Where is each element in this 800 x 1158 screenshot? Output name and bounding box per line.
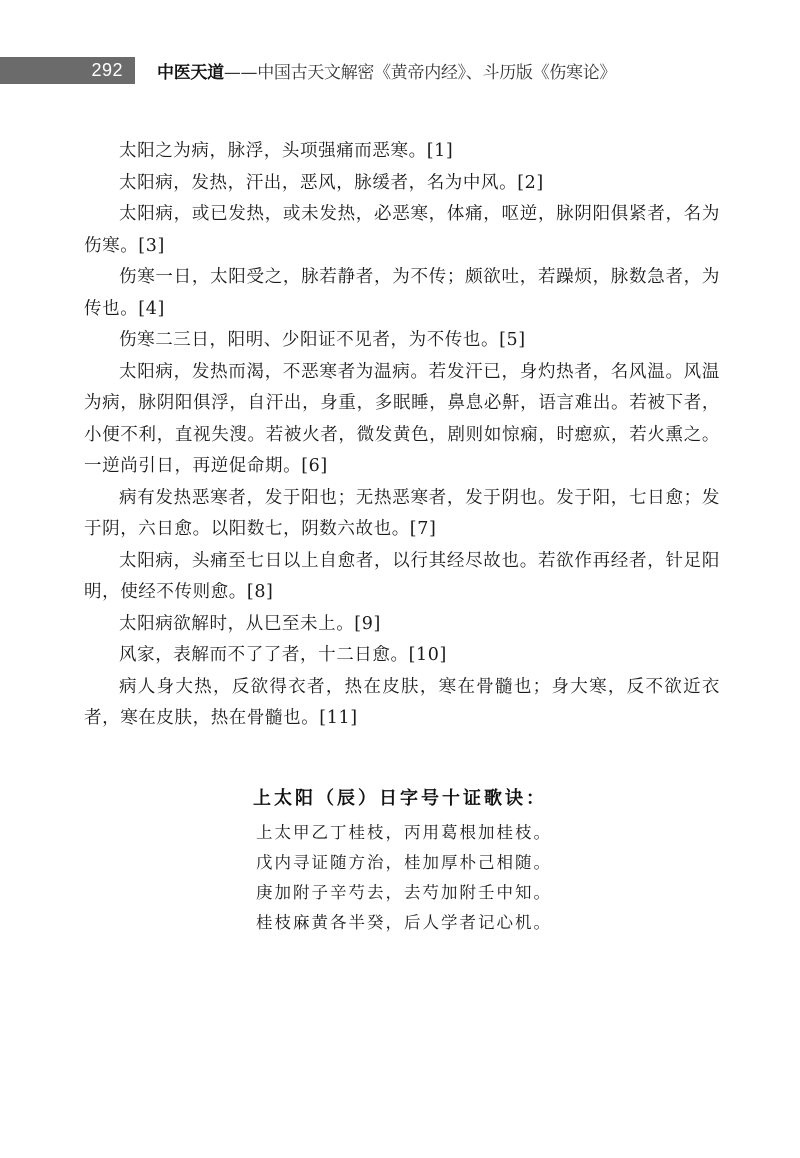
clause-11: 病人身大热，反欲得衣者，热在皮肤，寒在骨髓也；身大寒，反不欲近衣者，寒在皮肤，热在骨髓也。[11] [84,676,720,728]
clause-7: 病有发热恶寒者，发于阳也；无热恶寒者，发于阴也。发于阳，七日愈；发于阴，六日愈。以阳数七，阴数六故也。[7] [84,487,720,539]
running-header [0,57,800,84]
page-number-box [0,57,135,84]
verse-title: 上太阳（辰）日字号十证歌诀： [253,788,547,809]
clause-10: 风家，表解而不了了者，十二日愈。[10] [119,645,447,665]
clause-5: 伤寒二三日，阳明、少阳证不见者，为不传也。[5] [119,330,526,350]
book-title: 中医天道 [157,63,224,83]
clause-1: 太阳之为病，脉浮，头项强痛而恶寒。[1] [119,141,454,161]
verse-line: 上太甲乙丁桂枝，丙用葛根加桂枝。 [256,823,552,842]
body-text [84,136,720,735]
clause-3: 太阳病，或已发热，或未发热，必恶寒，体痛，呕逆，脉阴阳俱紧者，名为伤寒。[3] [84,204,720,256]
clause-9: 太阳病欲解时，从巳至未上。[9] [119,613,381,634]
running-title [157,58,616,83]
verse-line: 戊内寻证随方治，桂加厚朴己相随。 [256,853,552,872]
page-number: 292 [91,60,123,80]
clause-6: 太阳病，发热而渴，不恶寒者为温病。若发汗已，身灼热者，名风温。风温为病，脉阴阳俱浮，自汗出，身重，多眠睡，鼻息必鼾，语言难出。若被下者，小便不利，直视失溲。若被火者，微发黄色，剧则如惊痫，时瘛疭，若火熏之。一逆尚引日，再逆促命期。[6] [84,361,720,476]
clause-8: 太阳病，头痛至七日以上自愈者，以行其经尽故也。若欲作再经者，针足阳明，使经不传则愈。[8] [84,550,720,602]
clause-2: 太阳病，发热，汗出，恶风，脉缓者，名为中风。[2] [119,172,544,193]
verse-block [0,784,800,938]
verse-line: 桂枝麻黄各半癸，后人学者记心机。 [256,913,552,932]
book-subtitle: ——中国古天文解密《黄帝内经》、斗历版《伤寒论》 [223,63,617,83]
clause-4: 伤寒一日，太阳受之，脉若静者，为不传；颇欲吐，若躁烦，脉数急者，为传也。[4] [84,267,720,319]
verse-line: 庚加附子辛芍去，去芍加附壬中知。 [256,883,552,902]
